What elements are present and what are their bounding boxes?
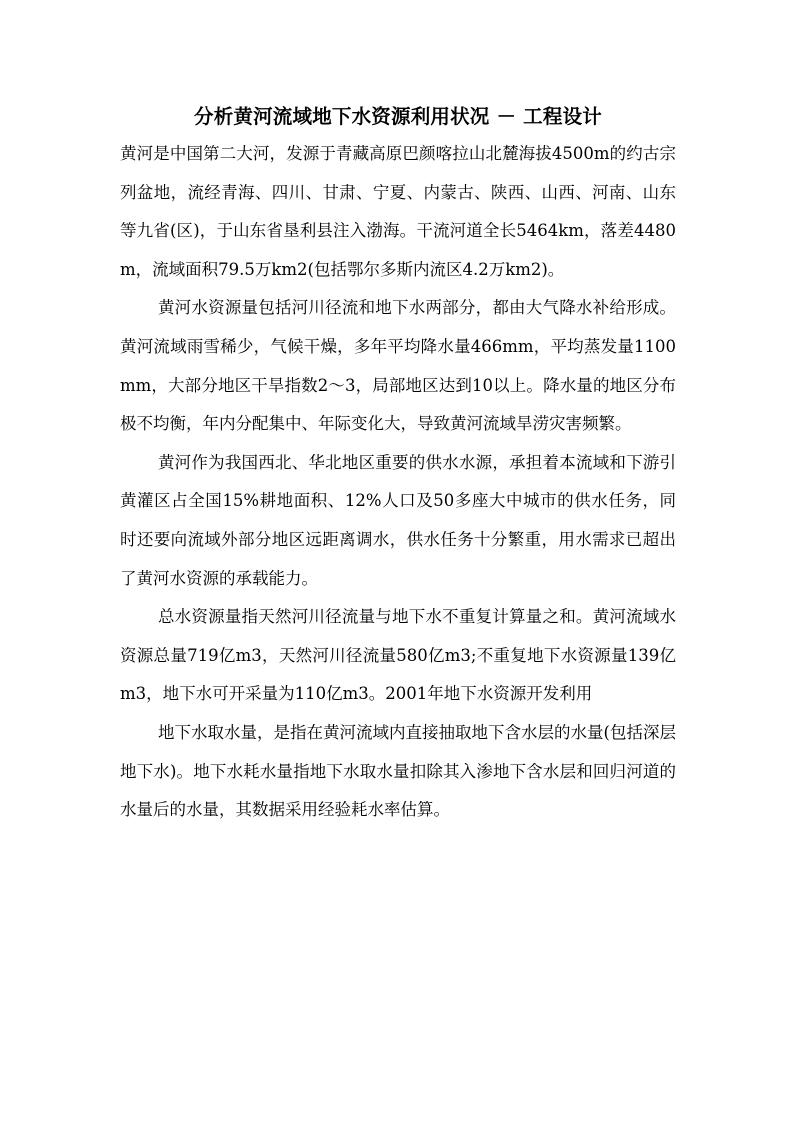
document-title: 分析黄河流域地下水资源利用状况 － 工程设计 <box>194 105 602 128</box>
paragraph-groundwater-withdrawal: 地下水取水量，是指在黄河流域内直接抽取地下含水层的水量(包括深层地下水)。地下水耗水量指地下水取水量扣除其入渗地下含水层和回归河道的水量后的水量，其数据采用经验耗水率估算。 <box>120 722 676 820</box>
paragraph-water-resources: 黄河水资源量包括河川径流和地下水两部分，都由大气降水补给形成。黄河流域雨雪稀少，气候干燥，多年平均降水量466mm，平均蒸发量1100mm，大部分地区干旱指数2～3，局部地区达到10以上。降水量的地区分布极不均衡，年内分配集中、年际变化大，导致黄河流域旱涝灾害频繁。 <box>120 298 676 434</box>
paragraph-total-resources: 总水资源量指天然河川径流量与地下水不重复计算量之和。黄河流域水资源总量719亿m3，天然河川径流量580亿m3;不重复地下水资源量139亿m3，地下水可开采量为110亿m3。2001年地下水资源开发利用 <box>120 607 676 704</box>
paragraph-water-supply: 黄河作为我国西北、华北地区重要的供水水源，承担着本流域和下游引黄灌区占全国15%耕地面积、12%人口及50多座大中城市的供水任务，同时还要向流域外部分地区远距离调水，供水任务十分繁重，用水需求已超出了黄河水资源的承载能力。 <box>120 452 676 588</box>
paragraph-intro: 黄河是中国第二大河，发源于青藏高原巴颜喀拉山北麓海拔4500m的约古宗列盆地，流经青海、四川、甘肃、宁夏、内蒙古、陕西、山西、河南、山东等九省(区)，于山东省垦利县注入渤海。干流河道全长5464km，落差4480m，流域面积79.5万km2(包括鄂尔多斯内流区4.2万km2)。 <box>120 144 676 279</box>
